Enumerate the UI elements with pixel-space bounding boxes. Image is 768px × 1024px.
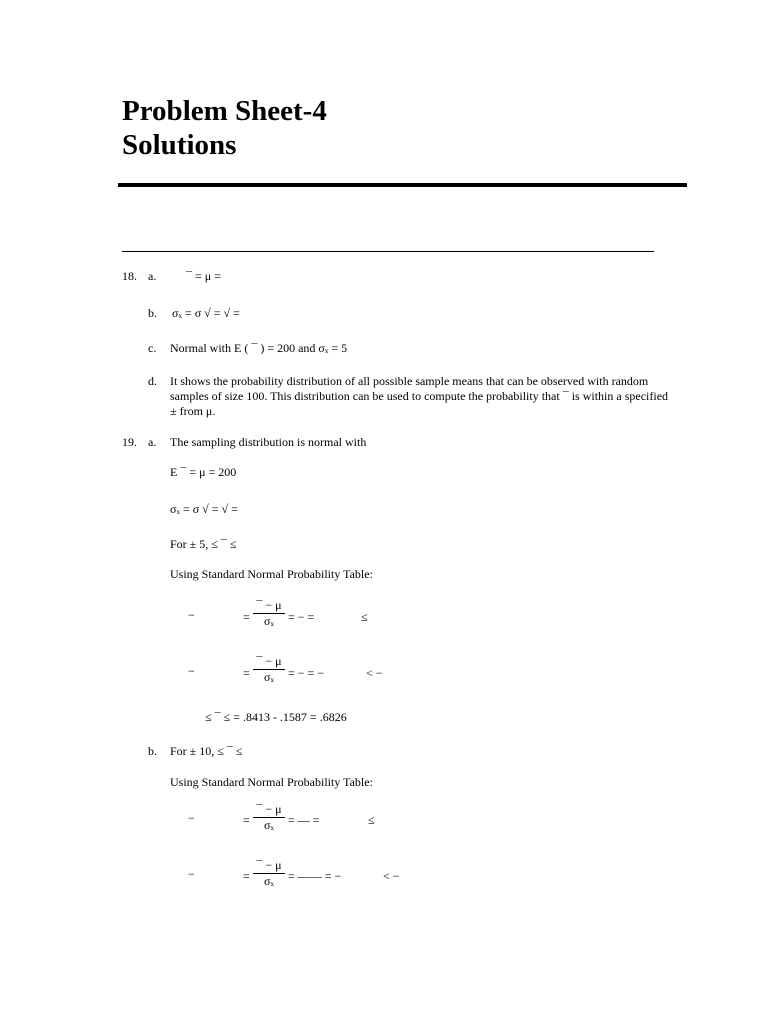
p19-a-label: a. [148,435,157,449]
p19-b-z2-ineq: < − [383,869,400,883]
p19-b-z1-fraction [253,802,285,833]
p19-b-z2-left: − [188,867,195,881]
p18-c-label: c. [148,341,157,355]
title-divider [118,183,687,187]
p19-a-z1-denominator: σₓ [264,614,274,628]
problem-18-number: 18. [122,269,137,283]
title-line-1: Problem Sheet-4 [122,95,327,127]
section-divider [122,251,654,252]
p19-a-z2-fraction [253,654,285,685]
p19-b-z1-right: = — = [288,813,320,827]
p19-a-z1-fraction [253,598,285,629]
p19-b-z2-eq: = [243,869,250,883]
p19-b-z1-left: − [188,811,195,825]
p19-b-z2-right: = —— = − [288,869,342,883]
p19-a-intro: The sampling distribution is normal with [170,435,367,449]
title-line-2: Solutions [122,129,237,161]
p19-a-z2-ineq: < − [366,666,383,680]
p18-c-expr: Normal with E ( ¯ ) = 200 and σₓ = 5 [170,341,348,355]
p18-b-expr: σₓ = σ √ = √ = [172,306,240,320]
p19-a-z2-right: = − = − [288,666,325,680]
p19-b-table: Using Standard Normal Probability Table: [170,775,373,789]
p19-b-z1-eq: = [243,813,250,827]
p19-a-z1-ineq: ≤ [361,610,368,624]
p19-b-z2-numerator: ¯ − μ [253,858,285,874]
p19-a-z2-denominator: σₓ [264,670,274,684]
p19-b-z2-fraction [253,858,285,889]
p19-a-z2-numerator: ¯ − μ [253,654,285,670]
p19-a-z1-right: = − = [288,610,315,624]
p19-a-z1-numerator: ¯ − μ [253,598,285,614]
p18-a-label: a. [148,269,157,283]
problem-19-number: 19. [122,435,137,449]
p18-a-expr: ¯ = μ = [186,269,221,283]
p19-b-label: b. [148,744,157,758]
p19-a-z1-eq: = [243,610,250,624]
p19-b-z1-numerator: ¯ − μ [253,802,285,818]
p19-a-for: For ± 5, ≤ ¯ ≤ [170,537,237,551]
p19-a-z2-left: − [188,664,195,678]
p19-b-z1-denominator: σₓ [264,818,274,832]
p18-d-label: d. [148,374,157,388]
p19-a-result: ≤ ¯ ≤ = .8413 - .1587 = .6826 [205,710,347,724]
p19-a-sigma: σₓ = σ √ = √ = [170,502,238,516]
p19-b-z1-ineq: ≤ [368,813,375,827]
p18-b-label: b. [148,306,157,320]
p19-b-z2-denominator: σₓ [264,874,274,888]
p18-d-text: It shows the probability distribution of all possible sample means that can be observed with random samples of size 100. This distribution can be used to compute the probability that ¯ is within a specified ± from μ. [170,374,669,418]
p19-a-z2-eq: = [243,666,250,680]
p19-a-table: Using Standard Normal Probability Table: [170,567,373,581]
page-title [122,94,327,162]
p19-b-for: For ± 10, ≤ ¯ ≤ [170,744,243,758]
p19-a-expectation: E ¯ = μ = 200 [170,465,237,479]
p19-a-z1-left: − [188,608,195,622]
